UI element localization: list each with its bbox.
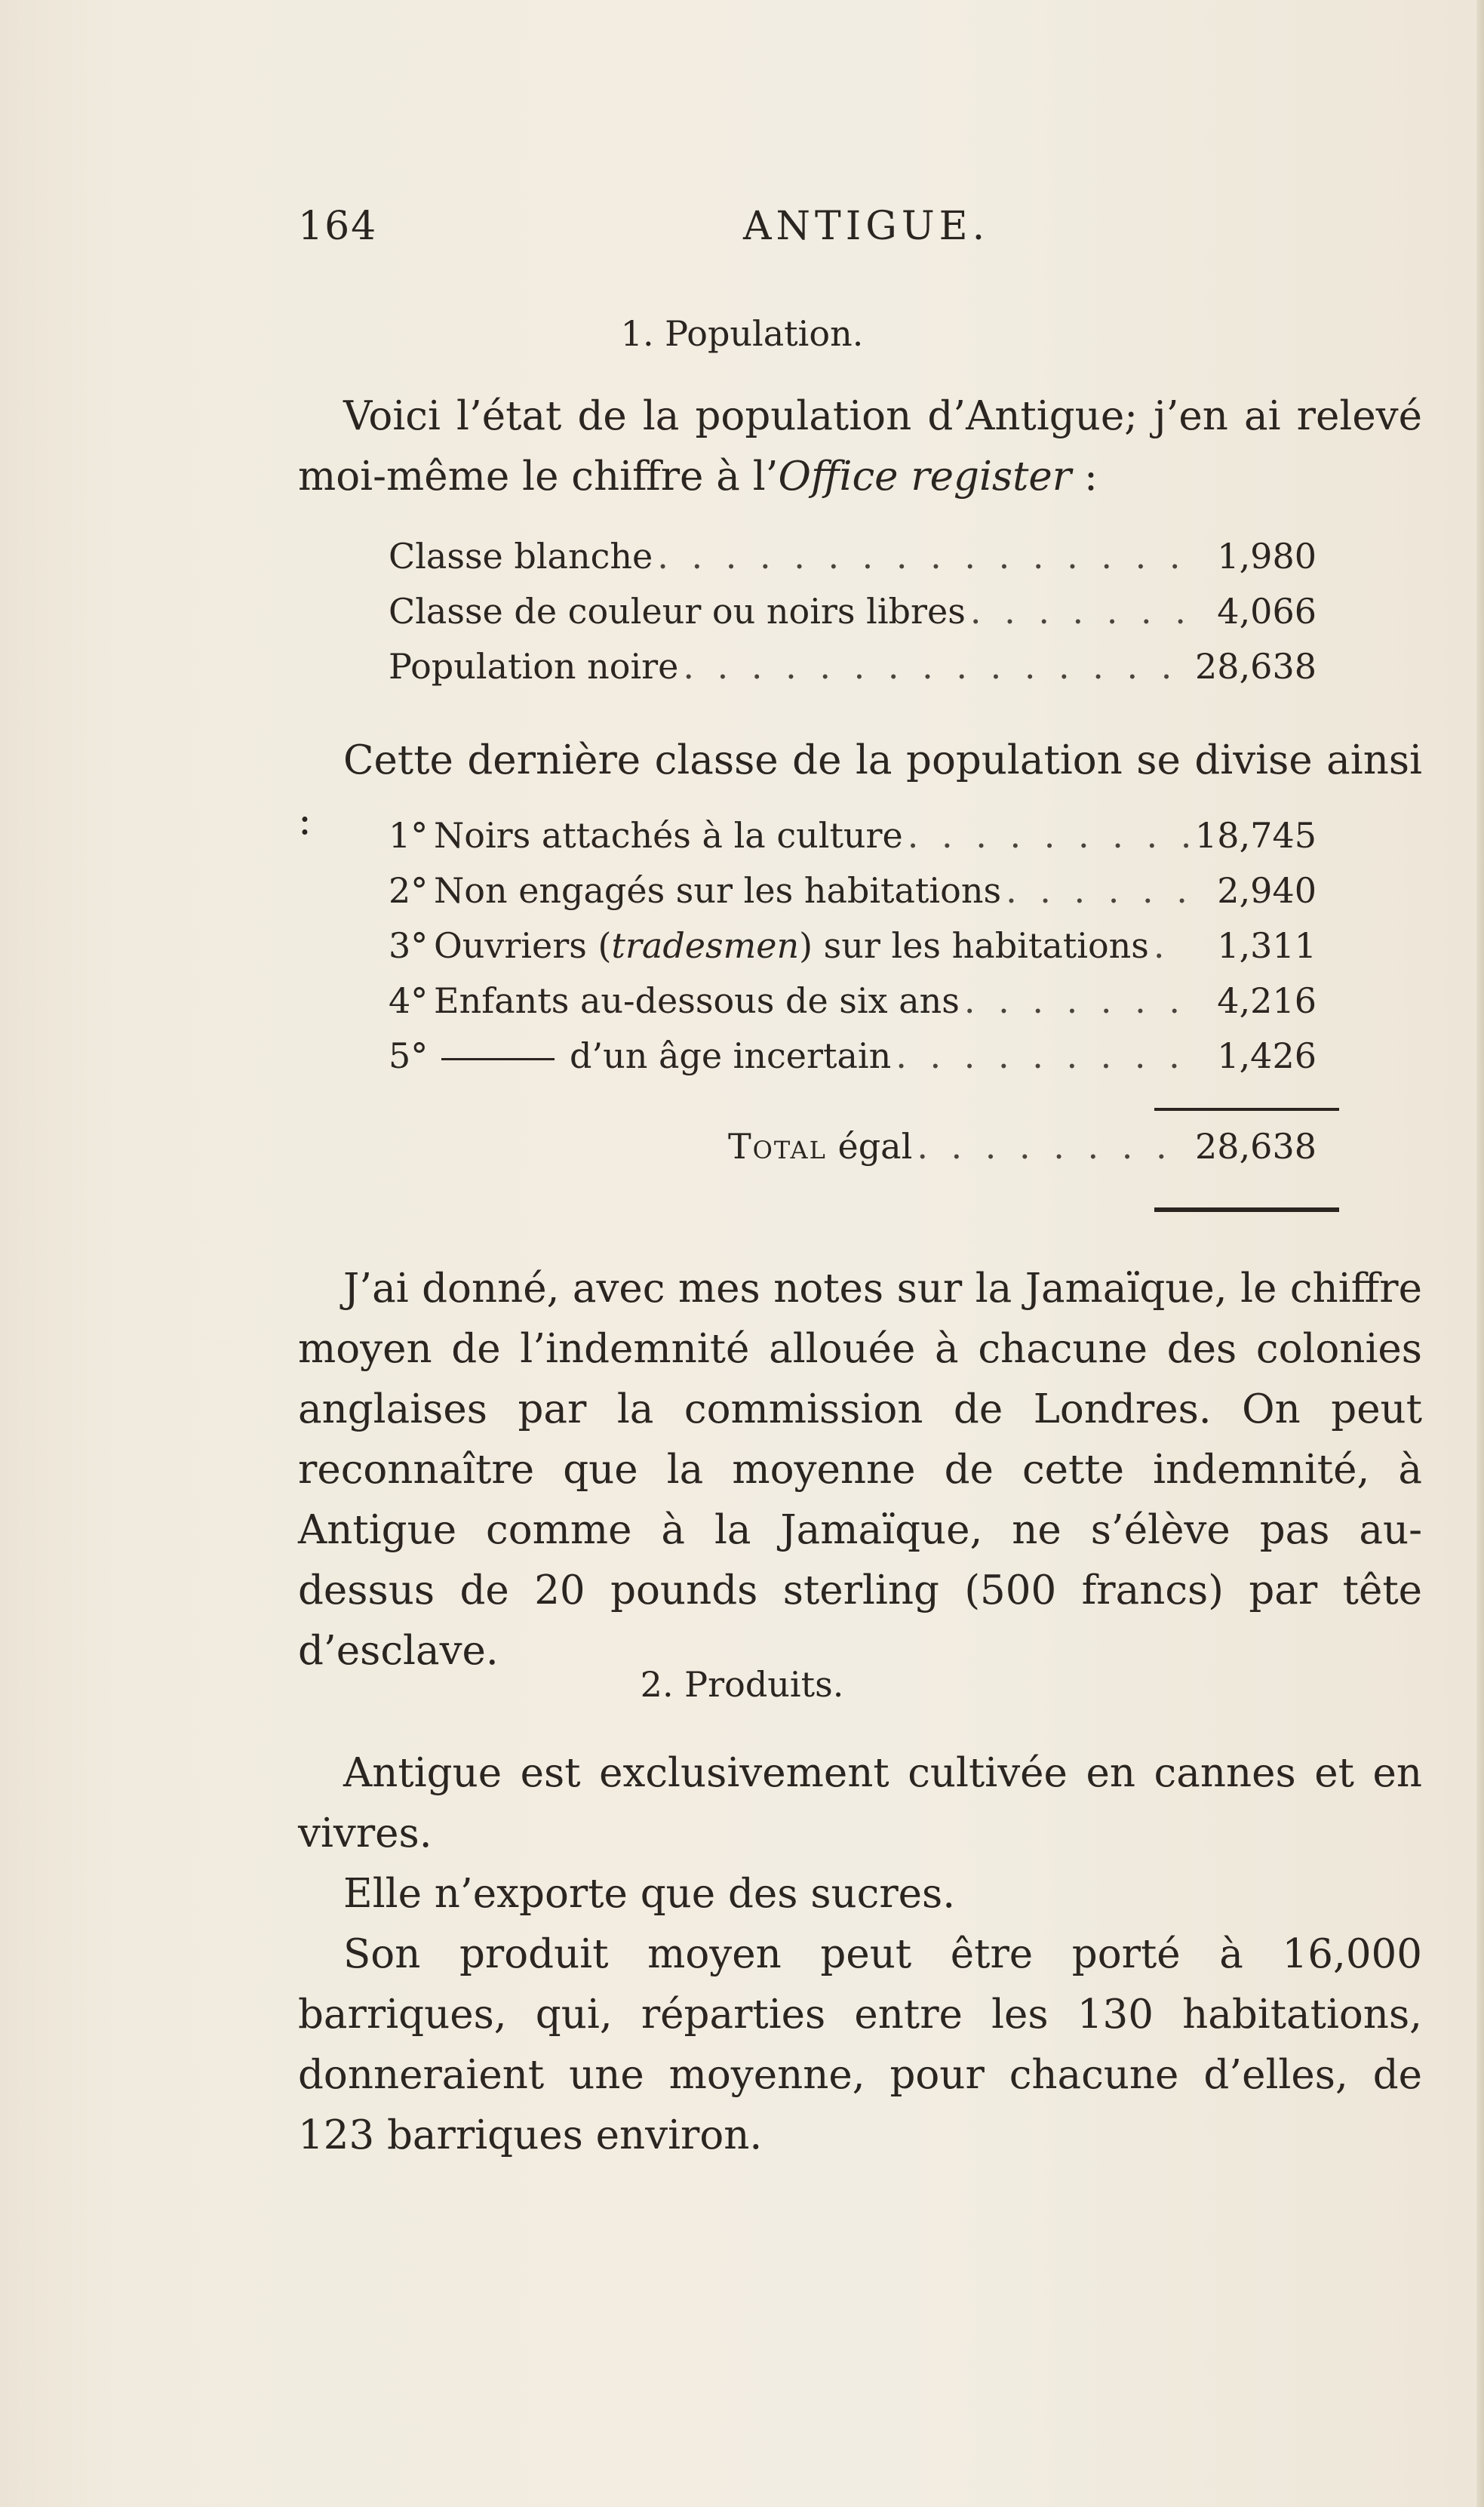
total-value: 28,638 xyxy=(1195,1126,1317,1167)
table-row xyxy=(389,1035,1317,1090)
indemnity-paragraph xyxy=(298,1259,1422,1681)
produits-paragraphs xyxy=(298,1743,1422,2166)
total-label-rest: égal xyxy=(826,1126,913,1167)
division-table xyxy=(389,815,1317,1090)
row-label-italic: tradesmen xyxy=(611,925,800,966)
intro-text-end: : xyxy=(1071,454,1098,500)
total-row xyxy=(728,1126,1317,1181)
ditto-dash xyxy=(441,1058,555,1060)
paragraph: Elle n’exporte que des sucres. xyxy=(343,1871,956,1917)
leader-dots xyxy=(653,536,1188,577)
row-value: 4,216 xyxy=(1217,980,1317,1021)
page-number: 164 xyxy=(298,204,378,249)
table-row xyxy=(389,925,1317,980)
row-value: 1,311 xyxy=(1217,925,1317,966)
leader-dots xyxy=(678,646,1188,687)
row-label: Enfants au-dessous de six ans xyxy=(434,980,960,1021)
table-row xyxy=(389,591,1317,646)
row-label: Ouvriers ( xyxy=(434,925,612,966)
row-value: 2,940 xyxy=(1217,870,1317,911)
section-title-produits: 2. Produits. xyxy=(640,1664,844,1705)
total-rule xyxy=(1154,1207,1339,1212)
leader-dots xyxy=(1149,925,1188,966)
table-row xyxy=(389,815,1317,870)
row-label-end: ) sur les habitations xyxy=(799,925,1149,966)
row-number: 2° xyxy=(389,870,429,911)
table-row xyxy=(389,646,1317,701)
row-number: 1° xyxy=(389,815,429,856)
page-header xyxy=(298,204,1354,257)
running-title: ANTIGUE. xyxy=(743,204,990,249)
row-number: 5° xyxy=(389,1035,429,1076)
row-label: Non engagés sur les habitations xyxy=(434,870,1002,911)
indemnity-text: J’ai donné, avec mes notes sur la Jamaïque, le chiffre moyen de l’indemnité allouée à chacune des colonies anglaises par la commission de Londres. On peut reconnaître que la moyenne de cette indemnité, à Antigue comme à la Jamaïque, ne s’élève pas au-dessus de 20 pounds sterling (500 francs) par tête d’esclave. xyxy=(298,1266,1422,1674)
table-row xyxy=(389,870,1317,925)
row-value: 1,426 xyxy=(1217,1035,1317,1076)
row-label: d’un âge incertain xyxy=(570,1035,892,1076)
row-value: 4,066 xyxy=(1217,591,1317,632)
row-value: 18,745 xyxy=(1195,815,1317,856)
intro-italic: Office register xyxy=(778,454,1072,500)
intro-paragraph xyxy=(298,386,1422,507)
row-label: Noirs attachés à la culture xyxy=(434,815,903,856)
leader-dots xyxy=(912,1126,1188,1167)
leader-dots xyxy=(960,980,1188,1021)
intro-text: Voici l’état de la population d’Antigue; j’en ai relevé moi-même le chiffre à l’ xyxy=(298,393,1422,500)
row-value: 1,980 xyxy=(1217,536,1317,577)
total-label: Total xyxy=(728,1126,827,1167)
paragraph: Son produit moyen peut être porté à 16,000 barriques, qui, réparties entre les 130 habitations, donneraient une moyenne, pour chacune d’elles, de 123 barriques environ. xyxy=(298,1931,1422,2158)
page-edge xyxy=(1476,0,1484,2507)
row-label: Classe de couleur ou noirs libres xyxy=(389,591,966,632)
division-text: Cette dernière classe de la population se divise ainsi : xyxy=(298,737,1422,844)
section-title-population: 1. Population. xyxy=(620,313,864,354)
row-label: Classe blanche xyxy=(389,536,653,577)
table-row xyxy=(389,536,1317,591)
total-row-container xyxy=(728,1126,1317,1181)
table-row xyxy=(389,980,1317,1035)
leader-dots xyxy=(891,1035,1188,1076)
sum-rule xyxy=(1154,1108,1339,1111)
leader-dots xyxy=(966,591,1188,632)
row-label: Population noire xyxy=(389,646,679,687)
row-number: 4° xyxy=(389,980,429,1021)
row-value: 28,638 xyxy=(1195,646,1317,687)
row-number: 3° xyxy=(389,925,429,966)
leader-dots xyxy=(1001,870,1188,911)
population-table xyxy=(389,536,1317,701)
leader-dots xyxy=(903,815,1188,856)
paragraph: Antigue est exclusivement cultivée en cannes et en vivres. xyxy=(298,1750,1422,1856)
